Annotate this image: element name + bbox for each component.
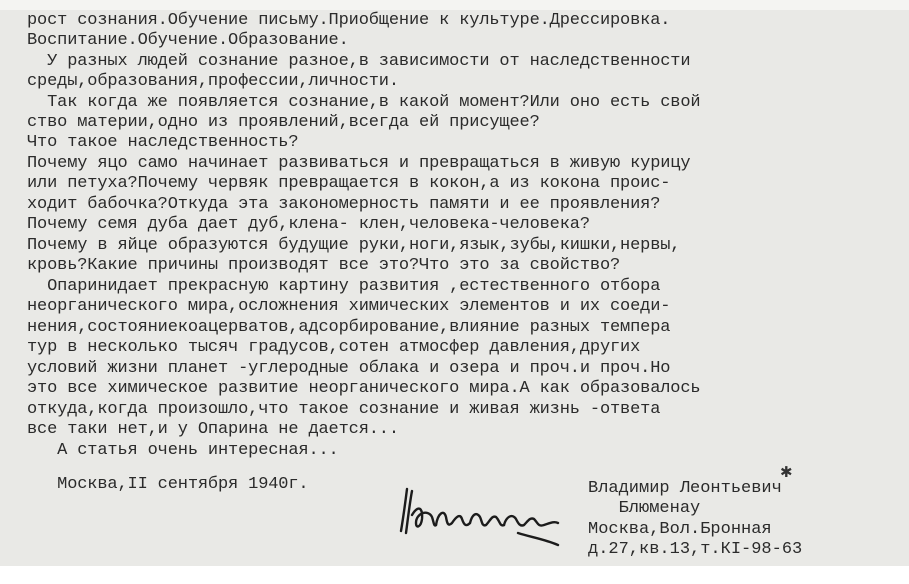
text-line: неорганического мира,осложнения химических элементов и их соеди- — [27, 297, 671, 316]
text-line: Воспитание.Обучение.Образование. — [27, 31, 349, 50]
text-line: А статья очень интересная... — [27, 441, 339, 460]
text-line: Так когда же появляется сознание,в какой момент?Или оно есть свой — [27, 93, 701, 112]
text-line: рост сознания.Обучение письму.Приобщение к культуре.Дрессировка. — [27, 11, 671, 30]
sender-house-phone: д.27,кв.13,т.КI-98-63 — [588, 540, 803, 559]
sender-city-street: Москва,Вол.Бронная — [588, 520, 772, 539]
asterisk-mark: ✱ — [780, 463, 793, 481]
text-line: все таки нет,и у Опарина не дается... — [27, 420, 399, 439]
text-line: ходит бабочка?Откуда эта закономерность памяти и ее проявления? — [27, 195, 661, 214]
text-line: ство материи,одно из проявлений,всегда ей присущее? — [27, 113, 540, 132]
text-line: кровь?Какие причины производят все это?Что это за свойство? — [27, 256, 621, 275]
bottom-margin — [0, 566, 909, 584]
text-line: У разных людей сознание разное,в зависимости от наследственности — [27, 52, 691, 71]
text-line: Опаринидает прекрасную картину развития ,естественного отбора — [27, 277, 661, 296]
text-line: это все химическое развитие неорганического мира.А как образовалось — [27, 379, 701, 398]
sender-surname: Блюменау — [588, 499, 701, 518]
text-line: или петуха?Почему червяк превращается в кокон,а из кокона проис- — [27, 174, 671, 193]
text-line: Почему в яйце образуются будущие руки,ноги,язык,зубы,кишки,нервы, — [27, 236, 681, 255]
text-line: Что такое наследственность? — [27, 133, 299, 152]
text-line: Почему яцо само начинает развиваться и превращаться в живую курицу — [27, 154, 691, 173]
text-line: Почему семя дуба дает дуб,клена- клен,человека-человека? — [27, 215, 590, 234]
sender-name: Владимир Леонтьевич — [588, 479, 782, 498]
text-line: откуда,когда произошло,что такое сознание и живая жизнь -ответа — [27, 400, 661, 419]
text-line: тур в несколько тысяч градусов,сотен атмосфер давления,других — [27, 338, 641, 357]
text-line: условий жизни планет -углеродные облака и озера и проч.и проч.Но — [27, 359, 671, 378]
handwritten-signature — [398, 483, 573, 555]
text-line: нения,состояниекоацерватов,адсорбирование,влияние разных темпера — [27, 318, 671, 337]
text-line: среды,образования,профессии,личности. — [27, 72, 399, 91]
top-margin — [0, 0, 909, 10]
date-line: Москва,II сентября 1940г. — [27, 475, 309, 494]
